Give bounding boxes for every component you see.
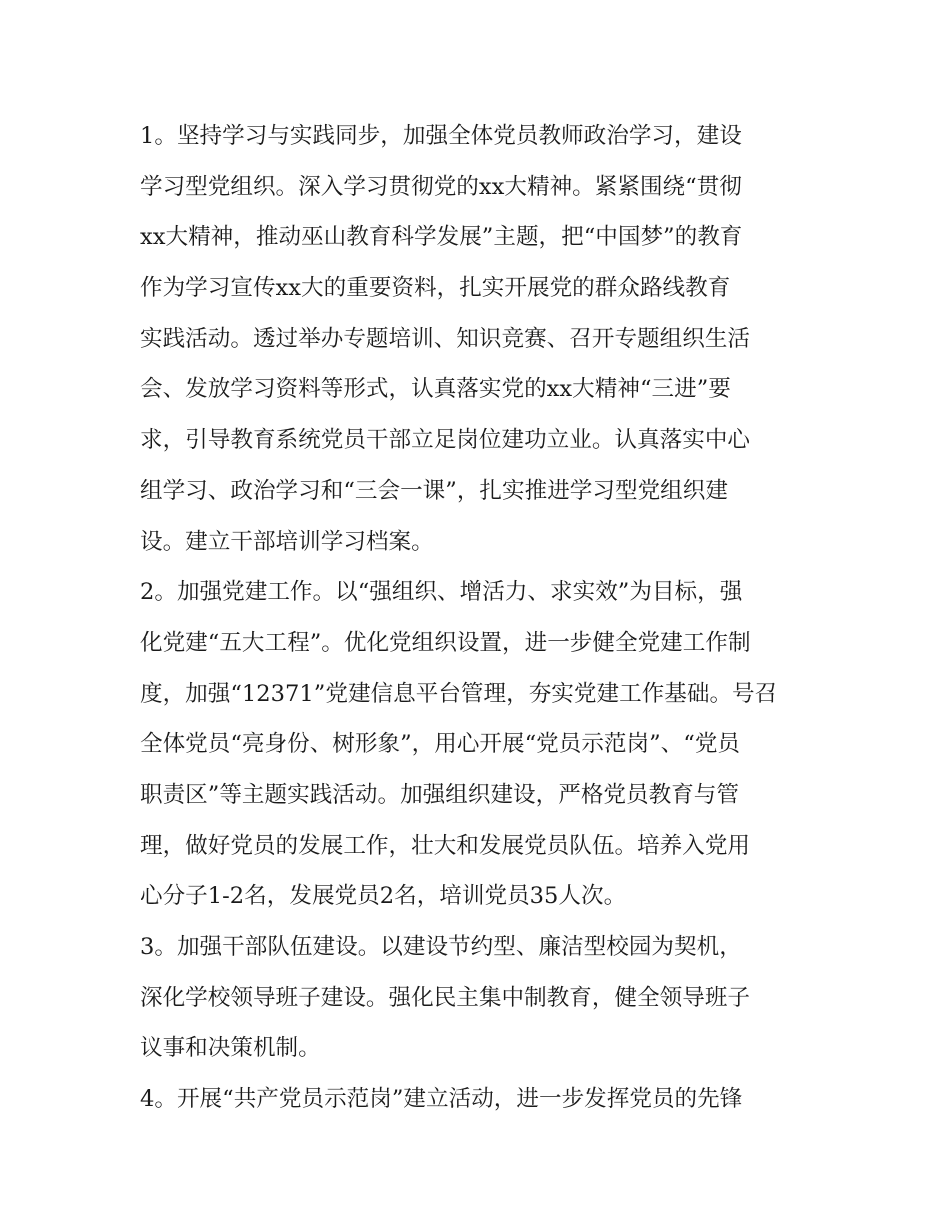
text-line: 深化学校领导班子建设。强化民主集中制教育，健全领导班子	[140, 984, 751, 1011]
text-line: 化党建“五大工程”。优化党组织设置，进一步健全党建工作制	[140, 629, 751, 656]
text-line: 会、发放学习资料等形式，认真落实党的xx大精神“三进”要	[140, 376, 731, 403]
text-line: 3。加强干部队伍建设。以建设节约型、廉洁型校园为契机，	[140, 934, 742, 960]
text-line: 设。建立干部培训学习档案。	[140, 528, 434, 555]
text-line: xx大精神，推动巫山教育科学发展”主题，把“中国梦”的教育	[140, 224, 743, 251]
text-line: 求，引导教育系统党员干部立足岗位建功立业。认真落实中心	[140, 427, 751, 454]
text-line: 2。加强党建工作。以“强组织、增活力、求实效”为目标，强	[140, 579, 743, 606]
text-line: 全体党员“亮身份、树形象”，用心开展“党员示范岗”、“党员	[140, 731, 741, 758]
text-line: 职责区”等主题实践活动。加强组织建设，严格党员教育与管	[140, 781, 739, 808]
text-line: 组学习、政治学习和“三会一课”，扎实推进学习型党组织建	[140, 477, 728, 504]
text-line: 度，加强“12371”党建信息平台管理，夯实党建工作基础。号召	[140, 680, 778, 707]
text-line: 心分子1-2名，发展党员2名，培训党员35人次。	[140, 883, 627, 910]
text-line: 学习型党组织。深入学习贯彻党的xx大精神。紧紧围绕“贯彻	[140, 173, 742, 200]
text-line: 理，做好党员的发展工作，壮大和发展党员队伍。培养入党用	[140, 832, 751, 859]
text-line: 实践活动。透过举办专题培训、知识竞赛、召开专题组织生活	[140, 325, 751, 352]
text-line: 4。开展“共产党员示范岗”建立活动，进一步发挥党员的先锋	[140, 1086, 743, 1113]
text-line: 作为学习宣传xx大的重要资料，扎实开展党的群众路线教育	[140, 275, 731, 302]
text-line: 1。坚持学习与实践同步，加强全体党员教师政治学习，建设	[140, 123, 742, 149]
text-line: 议事和决策机制。	[140, 1035, 321, 1062]
document-page	[140, 111, 820, 1125]
